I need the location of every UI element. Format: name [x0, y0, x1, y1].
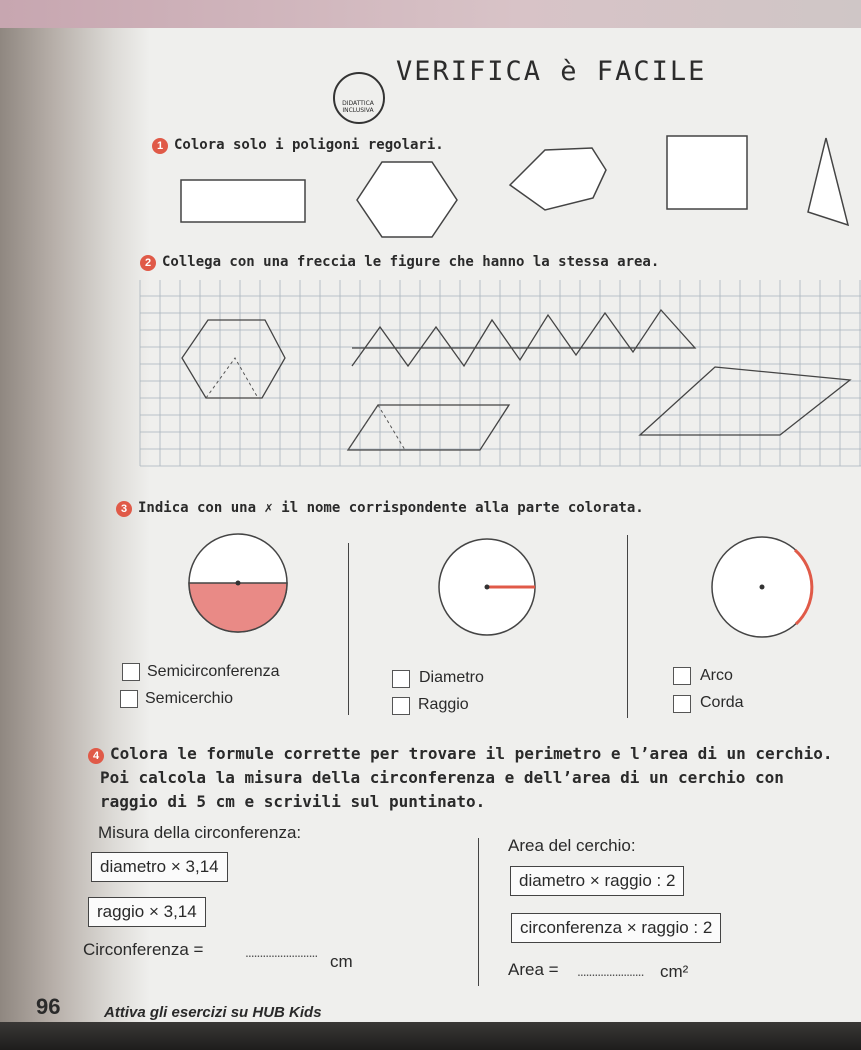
option-semicerchio: Semicerchio: [145, 690, 234, 707]
exercise-4-text-line1: Colora le formule corrette per trovare il perimetro e l’area di un cerchio.: [110, 744, 833, 763]
parallelogram-figure[interactable]: [348, 405, 509, 450]
formula-diametro-3-14[interactable]: diametro × 3,14: [91, 852, 228, 882]
regular-hexagon-shape[interactable]: [357, 162, 457, 237]
checkbox-diametro[interactable]: [392, 670, 410, 688]
divider-2: [627, 535, 628, 718]
exercise-1-text: Colora solo i poligoni regolari.: [174, 137, 444, 153]
square-grid: [140, 280, 861, 466]
option-diametro: Diametro: [419, 669, 484, 686]
circumference-unit: cm: [330, 952, 353, 971]
exercise-4-number: 4: [88, 748, 104, 764]
exercise-2-text: Collega con una freccia le figure che hanno la stessa area.: [162, 254, 660, 270]
page-number: 96: [36, 994, 61, 1019]
exercise-1-number: 1: [152, 138, 168, 154]
exercise-3-instruction: [116, 500, 644, 517]
circumference-result-label: Circonferenza =: [83, 940, 204, 959]
square-shape[interactable]: [667, 136, 747, 209]
circle-2-center: [485, 585, 490, 590]
exercise-3-number: 3: [116, 501, 132, 517]
divider-1: [348, 543, 349, 715]
exercise-4-line2: Poi calcola la misura della circonferenza e dell’area di un cerchio con: [100, 768, 784, 787]
circle-3-center: [760, 585, 765, 590]
area-heading: Area del cerchio:: [508, 836, 636, 855]
checkbox-raggio[interactable]: [392, 697, 410, 715]
footer-text: Attiva gli esercizi su HUB Kids: [104, 1004, 322, 1021]
circle-1-center: [236, 581, 241, 586]
option-raggio: Raggio: [418, 696, 469, 713]
grid-hexagon-figure[interactable]: [182, 320, 285, 398]
logo-text: DIDATTICA INCLUSIVA: [342, 100, 374, 114]
exercise-4-line1: [88, 744, 832, 764]
option-semicirconferenza: Semicirconferenza: [147, 663, 280, 680]
page-title: VERIFICA è FACILE: [396, 56, 707, 87]
option-arco: Arco: [700, 667, 733, 684]
right-parallelogram-figure[interactable]: [640, 367, 850, 435]
area-unit: cm²: [660, 962, 689, 981]
zigzag-figure[interactable]: [352, 310, 695, 366]
divider-4: [478, 838, 479, 986]
irregular-hexagon-shape[interactable]: [510, 148, 606, 210]
exercise-3-text: Indica con una ✗ il nome corrispondente alla parte colorata.: [138, 500, 644, 516]
checkbox-semicirconferenza[interactable]: [122, 663, 140, 681]
formula-raggio-3-14[interactable]: raggio × 3,14: [88, 897, 206, 927]
formula-circonferenza-raggio-2[interactable]: circonferenza × raggio : 2: [511, 913, 721, 943]
checkbox-arco[interactable]: [673, 667, 691, 685]
shaded-semicircle: [189, 583, 287, 632]
triangle-shape[interactable]: [808, 138, 848, 225]
option-corda: Corda: [700, 694, 744, 711]
checkbox-corda[interactable]: [673, 695, 691, 713]
circumference-heading: Misura della circonferenza:: [98, 823, 302, 842]
parallelogram-dashed-triangle: [348, 405, 405, 450]
circumference-dotted-line[interactable]: .........................: [245, 944, 318, 960]
desk-edge: [0, 1022, 861, 1050]
formula-diametro-raggio-2[interactable]: diametro × raggio : 2: [510, 866, 684, 896]
exercise-4-line3: raggio di 5 cm e scrivili sul puntinato.: [100, 792, 486, 811]
rectangle-shape[interactable]: [181, 180, 305, 222]
exercise-2-number: 2: [140, 255, 156, 271]
area-dotted-line[interactable]: .......................: [577, 963, 644, 979]
area-result-label: Area =: [508, 960, 559, 979]
checkbox-semicerchio[interactable]: [120, 690, 138, 708]
